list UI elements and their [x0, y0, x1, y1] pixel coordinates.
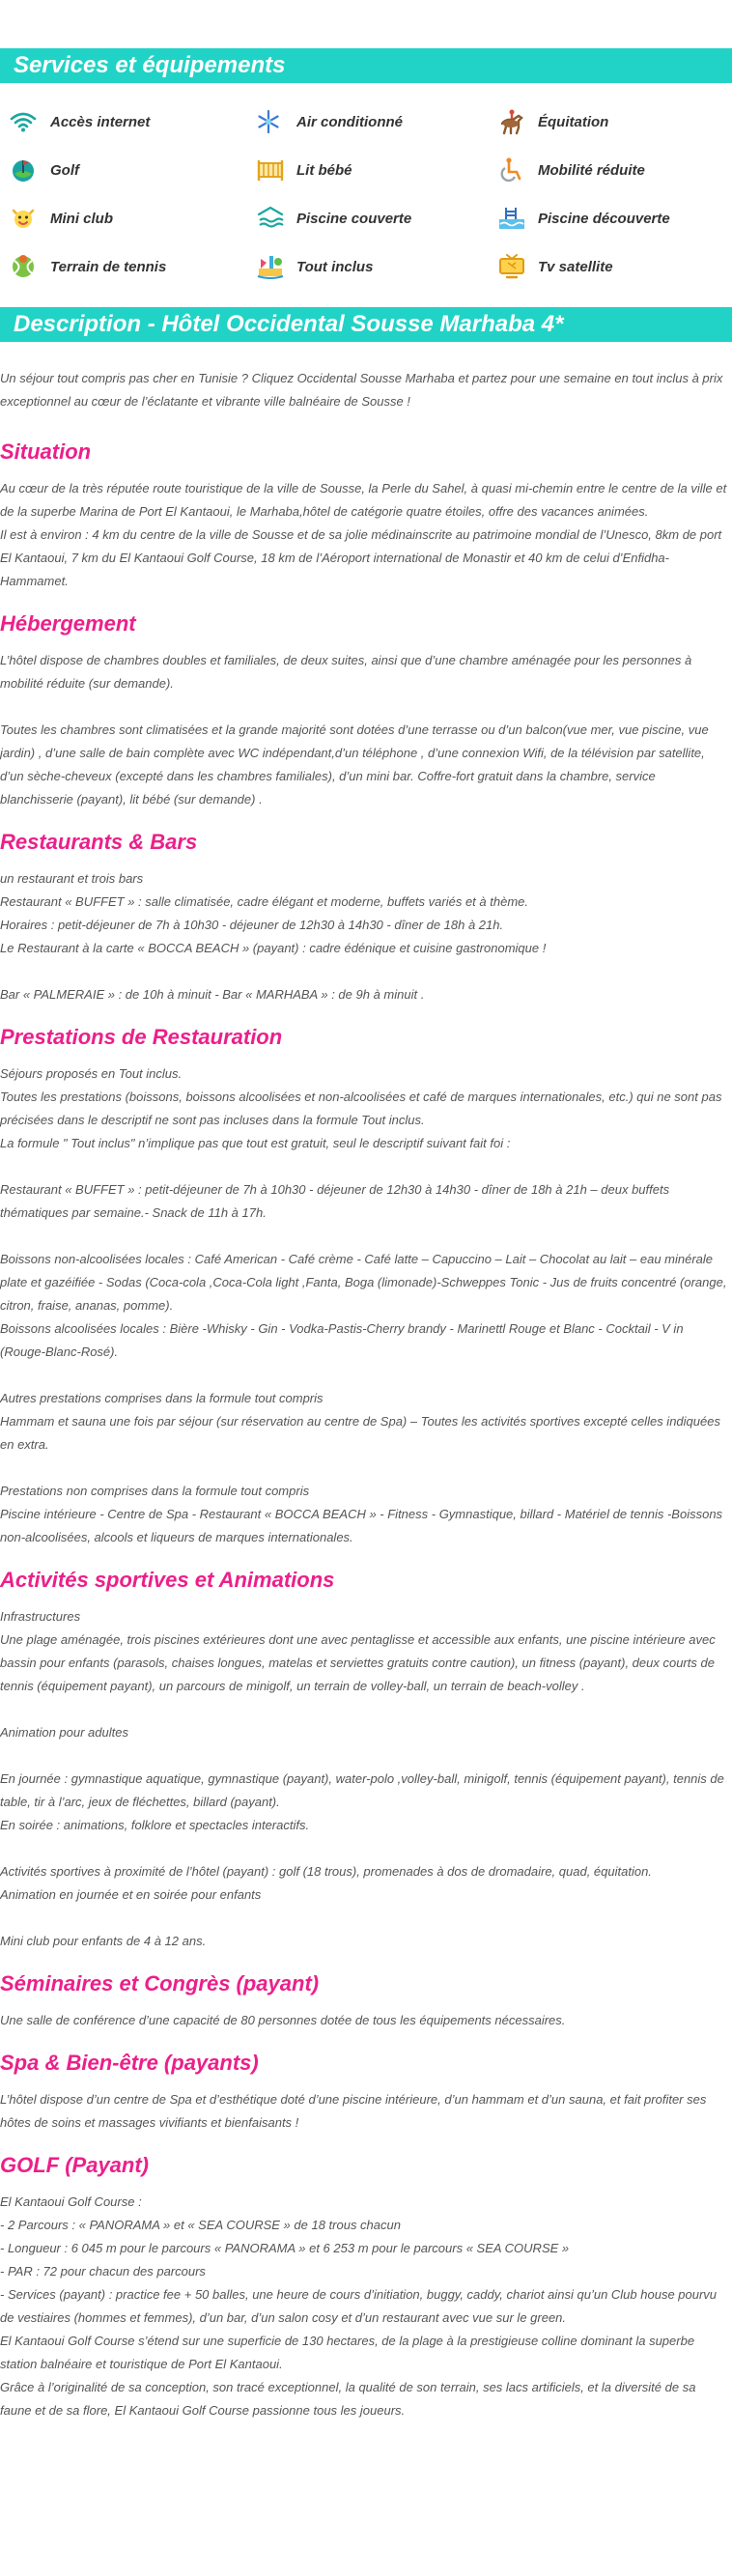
section-title: Hébergement: [0, 611, 136, 636]
service-label: Tv satellite: [538, 258, 613, 275]
service-item-horse-riding: [497, 108, 732, 135]
service-label: Piscine découverte: [538, 210, 670, 227]
section-body: Séjours proposés en Tout inclus. Toutes les prestations (boissons, boissons alcoolisées et non-alcoolisées et café de marques internationales, etc.) qui ne sont pas précisées dans le descriptif ne sont pas incluses dans la formule Tout inclus. La formule " Tout inclus" n’implique pas que tout est gratuit, seul le descriptif suivant fait foi : Restaurant « BUFFET » : petit-déjeuner de 7h à 10h30 - déjeuner de 12h30 à 14h30 - dîner de 18h à 21h – deux buffets thématiques par semaine.- Snack de 11h à 17h. Boissons non-alcoolisées locales : Café American - Café crème - Café latte – Capuccino – Lait – Chocolat au lait – eau minérale plate et gazéifiée - Sodas (Coca-cola ,Coca-Cola light ,Fanta, Boga (limonade)-Schweppes Tonic - Jus de fruits concentré (orange, citron, fraise, ananas, pomme). Boissons alcoolisées locales : Bière -Whisky - Gin - Vodka-Pastis-Cherry brandy - Marinettl Rouge et Blanc - Cocktail - V in (Rouge-Blanc-Rosé). Autres prestations comprises dans la formule tout compris Hammam et sauna une fois par séjour (sur réservation au centre de Spa) – Toutes les activités sportives excepté celles indiquées en extra. Prestations non comprises dans la formule tout compris Piscine intérieure - Centre de Spa - Restaurant « BOCCA BEACH » - Fitness - Gymnastique, billard - Matériel de tennis -Boissons non-alcoolisées, alcools et liqueurs de marques internationales.: [0, 1066, 727, 1544]
service-label: Équitation: [538, 113, 609, 130]
service-label: Accès internet: [50, 113, 151, 130]
section-title: Situation: [0, 439, 92, 464]
service-item-all-inclusive: [256, 253, 497, 280]
tennis-icon: [10, 253, 42, 280]
service-item-air-conditioning: [256, 108, 497, 135]
outdoor-pool-icon: [497, 205, 530, 232]
section-hebergement: [0, 610, 732, 811]
section-seminaires: [0, 1970, 732, 2032]
section-body: El Kantaoui Golf Course : - 2 Parcours : « PANORAMA » et « SEA COURSE » de 18 trous chacun - Longueur : 6 045 m pour le parcours « PANORAMA » et 6 253 m pour le parcours « SEA COURSE » - PAR : 72 pour chacun des parcours - Services (payant) : practice fee + 50 balles, une heure de cours d’initiation, buggy, caddy, chariot ainsi qu’un Club house pourvu de vestiaires (hommes et femmes), d’un bar, d’un salon cosy et d’un restaurant avec vue sur le green. El Kantaoui Golf Course s’étend sur une superficie de 130 hectares, de la plage à la prestigieuse colline dominant la superbe station balnéaire et touristique de Port El Kantaoui. Grâce à l’originalité de sa conception, son tracé exceptionnel, la qualité de son terrain, ses lacs artificiels, et la diversité de sa faune et de sa flore, El Kantaoui Golf Course passionne tous les joueurs.: [0, 2194, 718, 2418]
section-title: Prestations de Restauration: [0, 1025, 283, 1049]
section-body: Une salle de conférence d’une capacité de 80 personnes dotée de tous les équipements nécessaires.: [0, 2013, 566, 2027]
section-restaurants: [0, 829, 732, 1006]
service-label: Mini club: [50, 210, 113, 227]
section-title: GOLF (Payant): [0, 2153, 150, 2177]
section-title: Spa & Bien-être (payants): [0, 2051, 259, 2075]
section-body: un restaurant et trois bars Restaurant « BUFFET » : salle climatisée, cadre élégant et moderne, buffets variés et à thème. Horaires : petit-déjeuner de 7h à 10h30 - déjeuner de 12h30 à 14h30 - dîner de 18h à 21h. Le Restaurant à la carte « BOCCA BEACH » (payant) : cadre édénique et cuisine gastronomique ! Bar « PALMERAIE » : de 10h à minuit - Bar « MARHABA » : de 9h à minuit .: [0, 871, 547, 1002]
service-label: Piscine couverte: [296, 210, 412, 227]
section-body: L’hôtel dispose d’un centre de Spa et d’esthétique doté d’une piscine intérieure, d’un hammam et d’un sauna, et fait profiter ses hôtes de soins et massages vivifiants et bienfaisants !: [0, 2092, 707, 2130]
service-item-tennis: [10, 253, 256, 280]
intro-text: Un séjour tout compris pas cher en Tunisie ? Cliquez Occidental Sousse Marhaba et partez pour une semaine en tout inclus à prix exceptionnel au cœur de l’éclatante et vibrante ville balnéaire de Sousse !: [0, 371, 723, 409]
service-label: Mobilité réduite: [538, 161, 645, 179]
section-prestations: [0, 1024, 732, 1549]
services-grid: [0, 83, 732, 307]
snowflake-icon: [256, 108, 289, 135]
service-item-satellite-tv: [497, 253, 732, 280]
section-body: Au cœur de la très réputée route touristique de la ville de Sousse, la Perle du Sahel, à quasi mi-chemin entre le centre de la ville et de la superbe Marina de Port El Kantaoui, le Marhaba,hôtel de catégorie quatre étoiles, offre des vacances animées. Il est à environ : 4 km du centre de la ville de Sousse et de sa jolie médinainscrite au patrimoine mondial de l’Unesco, 8km de port El Kantaoui, 7 km du El Kantaoui Golf Course, 18 km de l’Aéroport international de Monastir et 40 km de celui d’Enfidha-Hammamet.: [0, 481, 727, 588]
services-banner: Services et équipements: [0, 48, 732, 83]
section-activites: [0, 1567, 732, 1953]
service-label: Terrain de tennis: [50, 258, 167, 275]
service-item-reduced-mobility: [497, 156, 732, 184]
service-item-golf: [10, 156, 256, 184]
service-label: Lit bébé: [296, 161, 352, 179]
section-body: L’hôtel dispose de chambres doubles et familiales, de deux suites, ainsi que d’une chambre aménagée pour les personnes à mobilité réduite (sur demande). Toutes les chambres sont climatisées et la grande majorité sont dotées d’une terrasse ou d’un balcon(vue mer, vue piscine, vue jardin) , d’une salle de bain complète avec WC indépendant,d’un téléphone , d’une connexion Wifi, de la télévision par satellite, d’un sèche-cheveux (excepté dans les chambres familiales), d’un mini bar. Coffre-fort gratuit dans la chambre, service blanchisserie (payant), lit bébé (sur demande) .: [0, 653, 709, 807]
section-spa: [0, 2050, 732, 2135]
service-label: Golf: [50, 161, 79, 179]
service-item-outdoor-pool: [497, 205, 732, 232]
all-inclusive-icon: [256, 253, 289, 280]
section-body: Infrastructures Une plage aménagée, trois piscines extérieures dont une avec pentaglisse et accessible aux enfants, une piscine intérieure avec bassin pour enfants (parasols, chaises longues, matelas et serviettes gratuits contre caution), un fitness (payant), deux courts de tennis (équipement payant), un parcours de minigolf, un terrain de volley-ball, un terrain de beach-volley . Animation pour adultes En journée : gymnastique aquatique, gymnastique (payant), water-polo ,volley-ball, minigolf, tennis (équipement payant), tennis de table, tir à l’arc, jeux de fléchettes, billard (payant). En soirée : animations, folklore et spectacles interactifs. Activités sportives à proximité de l’hôtel (payant) : golf (18 trous), promenades à dos de dromadaire, quad, équitation. Animation en journée et en soirée pour enfants Mini club pour enfants de 4 à 12 ans.: [0, 1609, 724, 1948]
indoor-pool-icon: [256, 205, 289, 232]
wheelchair-icon: [497, 156, 530, 184]
service-label: Tout inclus: [296, 258, 374, 275]
description-intro: [0, 342, 732, 421]
section-situation: [0, 439, 732, 593]
service-label: Air conditionné: [296, 113, 403, 130]
horse-rider-icon: [497, 108, 530, 135]
section-title: Séminaires et Congrès (payant): [0, 1971, 320, 1996]
description-banner: Description - Hôtel Occidental Sousse Marhaba 4*: [0, 307, 732, 342]
tv-icon: [497, 253, 530, 280]
service-item-crib: [256, 156, 497, 184]
service-item-internet: [10, 108, 256, 135]
golf-icon: [10, 156, 42, 184]
service-item-indoor-pool: [256, 205, 497, 232]
section-title: Restaurants & Bars: [0, 830, 198, 854]
section-golf: [0, 2152, 732, 2422]
section-title: Activités sportives et Animations: [0, 1568, 335, 1592]
crib-icon: [256, 156, 289, 184]
kids-club-icon: [10, 205, 42, 232]
service-item-mini-club: [10, 205, 256, 232]
wifi-icon: [10, 108, 42, 135]
